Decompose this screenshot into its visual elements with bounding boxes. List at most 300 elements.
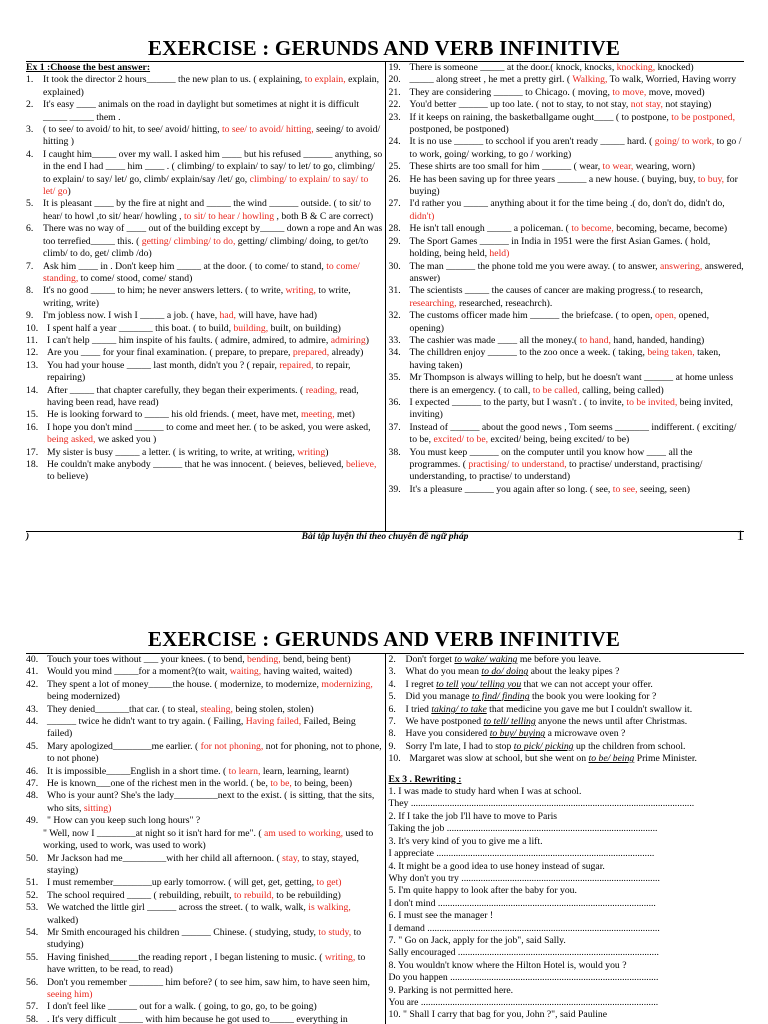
question-segment: Having finished______the reading report , I began listening to music. ( [47, 951, 325, 963]
answer-highlight: admiring [330, 334, 366, 346]
question-number: 43. [26, 703, 39, 715]
answer-highlight: modernizing, [321, 678, 373, 690]
question-segment: hand, handed, handing) [610, 334, 705, 346]
question-item [26, 422, 383, 447]
question-text [47, 716, 383, 741]
question-item [26, 790, 383, 815]
answer-highlight: Walking, [572, 74, 608, 86]
rewrite-line: 4. It might be a good idea to use honey instead of sugar. [388, 860, 605, 872]
question-text [406, 741, 745, 753]
question-number: 14. [26, 384, 39, 396]
answer-highlight: to buy, [697, 173, 725, 185]
question-text [47, 385, 383, 410]
question-item [26, 149, 383, 199]
question-segment: for buying) [409, 173, 738, 198]
question-number: 20. [388, 74, 401, 86]
question-item [26, 679, 383, 704]
question-text [410, 236, 745, 261]
rewriting-list [389, 786, 745, 1022]
rewrite-line: Taking the job ....................................................................................... [388, 823, 658, 835]
question-text [43, 99, 383, 124]
question-item [389, 753, 745, 765]
rewrite-line: Do you happen ...................................................................................... [388, 972, 659, 984]
question-text [47, 409, 383, 421]
question-text [47, 815, 383, 827]
question-segment: It is pleasant ____ by the fire at night and _____ the wind ______ outside. ( to sit/ to hear/ to howl ,to sit/ hear/ howling , [43, 198, 371, 222]
answer-highlight: answering, [660, 260, 703, 272]
question-text [47, 666, 383, 678]
question-segment: Who is your aunt? She's the lady_________next to the exist. ( is sitting, that the sits, who sits, [47, 790, 375, 814]
question-number: 46. [26, 765, 39, 777]
question-segment: seeing, seen) [637, 483, 690, 495]
question-text [47, 902, 383, 927]
question-item [26, 716, 383, 741]
question-segment: I regret [405, 678, 437, 690]
question-segment: me before you leave. [517, 654, 602, 665]
question-segment: The customs officer made him ______ the briefcase. ( to open, [409, 310, 655, 322]
question-item [26, 890, 383, 902]
answer-highlight: writing, [285, 285, 316, 297]
question-text [47, 877, 383, 889]
exercise-columns [26, 653, 744, 1024]
question-number: 3. [388, 666, 396, 678]
question-item [389, 691, 745, 703]
question-item [389, 136, 745, 161]
question-number: 42. [26, 678, 39, 690]
question-segment: It's easy ____ animals on the road in daylight but sometimes at night it is difficult _____ _____ them . [43, 99, 360, 123]
question-segment: " How can you keep such long hours" ? [47, 815, 201, 827]
question-text [47, 766, 383, 778]
answer-highlight: building, [233, 322, 269, 334]
right-column [386, 654, 745, 1024]
question-number: 10. [26, 322, 39, 334]
question-item [389, 74, 745, 86]
answer-highlight: seeing him) [47, 988, 93, 1000]
question-text [410, 447, 745, 484]
question-text [43, 149, 383, 199]
question-list [26, 74, 383, 483]
question-item [389, 99, 745, 111]
question-number: 2. [26, 99, 34, 111]
question-number: 49. [26, 815, 39, 827]
question-number: 4. [26, 148, 34, 160]
question-text [410, 422, 745, 447]
answer-highlight: to see, [612, 483, 638, 495]
question-text [47, 790, 383, 815]
question-segment: to write, writing, write) [43, 285, 351, 309]
question-item [389, 112, 745, 137]
rewrite-line: 5. I'm quite happy to look after the baby for you. [388, 885, 577, 897]
question-number: 52. [26, 889, 39, 901]
question-text [47, 1001, 383, 1013]
question-text [43, 74, 383, 99]
question-number: 38. [388, 446, 401, 458]
answer-highlight: reading, [305, 384, 338, 396]
question-text [410, 112, 745, 137]
question-number: 44. [26, 716, 39, 728]
question-segment: to be rebuilding) [273, 889, 341, 901]
answer-highlight: am used to working, [264, 827, 344, 839]
question-text [410, 285, 745, 310]
question-segment: _____ along street , he met a pretty girl. ( [409, 74, 573, 86]
choice-options: to pick/ picking [513, 740, 574, 752]
question-text [47, 323, 383, 335]
question-item [26, 459, 383, 484]
question-segment: We watched the little girl ______ across the street. ( to walk, walk, [47, 902, 309, 914]
question-item [389, 372, 745, 397]
question-segment: Sorry I'm late, I had to stop [405, 740, 514, 752]
answer-highlight: Having failed, [245, 716, 302, 728]
question-segment: Ask him ____ in . Don't keep him _____ at the door. ( to come/ to stand, [43, 260, 327, 272]
answer-highlight: excited/ to be, [433, 434, 489, 446]
question-segment: ( to see/ to avoid/ to hit, to see/ avoid/ hitting, [43, 124, 222, 136]
question-segment: knocked) [655, 62, 694, 73]
left-column [26, 62, 386, 531]
question-item [389, 679, 745, 691]
question-segment: excited/ being, being excited/ to be) [488, 434, 630, 446]
question-segment: , both B & C are correct) [274, 210, 374, 222]
question-number: 21. [388, 86, 401, 98]
answer-highlight: is walking, [308, 902, 351, 914]
question-segment: We have postponed [405, 716, 484, 728]
question-item [389, 347, 745, 372]
choice-options: to tell/ telling [483, 716, 536, 728]
question-item [26, 766, 383, 778]
question-segment: He has been saving up for three years ______ a new house. ( buying, buy, [409, 173, 698, 185]
answer-highlight: believe, [346, 459, 377, 470]
question-list [26, 654, 383, 1024]
question-segment: being stolen, stolen) [232, 703, 314, 715]
question-number: 16. [26, 421, 39, 433]
question-number: 33. [388, 334, 401, 346]
exercise-columns [26, 61, 744, 532]
rewrite-line: Why don't you try .................................................................................. [388, 872, 660, 884]
question-segment: Margaret was slow at school, but she went on [409, 753, 589, 765]
question-segment: getting/ climbing/ doing, to get/to climb/ to do, get/ climb /do) [43, 235, 369, 260]
question-item [26, 877, 383, 889]
answer-highlight: didn't) [409, 210, 435, 222]
question-text [43, 261, 383, 286]
question-text [406, 654, 745, 666]
question-text [47, 977, 383, 1002]
question-text [43, 198, 383, 223]
question-segment: Mr Jackson had me_________with her child all afternoon. ( [47, 852, 283, 864]
answer-highlight: sitting) [83, 802, 112, 814]
question-number: 25. [388, 161, 401, 173]
exercise-2-list [389, 654, 745, 766]
question-text [410, 74, 745, 86]
question-item [389, 728, 745, 740]
answer-highlight: researching, [409, 297, 457, 309]
rewrite-line: 2. If I take the job I'll have to move to Paris [388, 810, 558, 822]
question-number: 50. [26, 852, 39, 864]
question-number: 6. [388, 703, 396, 715]
question-segment: It is impossible_____English in a short time. ( [47, 765, 229, 777]
question-number: 34. [388, 347, 401, 359]
question-item [26, 815, 383, 827]
answer-highlight: repaired, [279, 359, 314, 371]
question-number: 40. [26, 654, 39, 665]
question-number: 30. [388, 260, 401, 272]
question-number: 28. [388, 223, 401, 235]
question-text [410, 335, 745, 347]
answer-highlight: for not phoning, [200, 740, 264, 752]
rewrite-line: 3. It's very kind of you to give me a lift. [388, 835, 543, 847]
question-segment: If it keeps on raining, the basketballgame ought____ ( to postpone, [409, 111, 672, 123]
question-item [389, 666, 745, 678]
question-item [26, 1001, 383, 1013]
question-segment: Mary apologized________me earlier. ( [47, 740, 201, 752]
question-text [410, 223, 745, 235]
question-text [410, 87, 745, 99]
question-segment: Don't you remember _______ him before? ( to see him, saw him, to have seen him, [47, 976, 370, 988]
question-segment: He couldn't make anybody ______ that he was innocent. ( beieves, believed, [47, 459, 347, 470]
question-number: 13. [26, 359, 39, 371]
question-text [406, 679, 745, 691]
question-segment: They are considering ______ to Chicago. ( moving, [409, 86, 613, 98]
question-text [406, 728, 745, 740]
question-segment: I hope you don't mind ______ to come and meet her. ( to be asked, you were asked, [47, 421, 371, 433]
question-item [26, 261, 383, 286]
answer-highlight: open, [654, 310, 677, 322]
question-segment: These shirts are too small for him ______ ( wear, [409, 161, 603, 173]
question-number: 8. [388, 728, 396, 740]
question-segment: To walk, Worried, Having worry [607, 74, 737, 86]
question-text [47, 890, 383, 902]
question-text [406, 704, 745, 716]
answer-highlight: to sit/ to hear / howling [183, 210, 275, 222]
question-text [43, 223, 383, 260]
question-item [389, 484, 745, 496]
page-gap [0, 555, 768, 605]
question-segment: bend, being bent) [280, 654, 351, 665]
question-item [389, 261, 745, 286]
question-number: 47. [26, 778, 39, 790]
question-text [47, 853, 383, 878]
question-number: 29. [388, 235, 401, 247]
question-item [26, 952, 383, 977]
choice-options: to find/ finding [471, 691, 530, 703]
question-segment: I'm jobless now. I wish I _____ a job. ( have, [43, 310, 220, 322]
question-segment: that we can not accept your offer. [521, 678, 653, 690]
answer-highlight: held) [489, 248, 510, 260]
answer-highlight: stay, [282, 852, 300, 864]
footer-mark: ) [26, 532, 30, 542]
question-item [26, 74, 383, 99]
question-item [389, 716, 745, 728]
question-item [26, 347, 383, 359]
answer-highlight: to come/ standing, [43, 260, 360, 284]
question-segment: wearing, worn) [633, 161, 695, 173]
question-segment: a microwave oven ? [545, 728, 626, 740]
question-segment: up the children from school. [573, 740, 686, 752]
question-text [410, 261, 745, 286]
answer-highlight: to move, [612, 86, 647, 98]
question-number: 19. [388, 62, 401, 73]
question-item [26, 704, 383, 716]
rewrite-line: I demand ................................................................................................ [388, 922, 660, 934]
question-segment: Have you considered [405, 728, 490, 740]
question-number: 3. [26, 124, 34, 136]
question-number [26, 828, 43, 853]
question-segment: to repair, repairing) [47, 359, 351, 384]
question-text [47, 654, 383, 666]
question-item [26, 285, 383, 310]
footer-caption: Bài tập luyện thi theo chuyên đề ngữ pháp [301, 532, 469, 542]
question-text [47, 741, 383, 766]
page-footer [26, 528, 744, 548]
question-segment: to studying) [47, 926, 362, 951]
question-segment: I expected ______ to the party, but I wasn't . ( to invite, [409, 396, 627, 408]
answer-highlight: practising/ to understand, [468, 459, 567, 470]
question-segment: to go / to work, going/ working, to go / working) [409, 136, 742, 160]
question-segment: After _____ that chapter carefully, they began their experiments. ( [47, 384, 306, 396]
question-item [389, 335, 745, 347]
question-text [47, 778, 383, 790]
question-number: 5. [388, 691, 396, 703]
question-segment: opened, opening) [409, 310, 710, 334]
page-title: EXERCISE : GERUNDS AND VERB INFINITIVE [147, 627, 621, 651]
answer-highlight: not stay, [630, 99, 663, 111]
question-segment: The chilldren enjoy ______ to the zoo once a week. ( taking, [409, 347, 648, 359]
question-number: 5. [26, 198, 34, 210]
question-item [389, 236, 745, 261]
question-segment: to come/ stood, come/ stand) [78, 272, 193, 284]
question-segment: Would you mind _____for a moment?(to wait, [47, 666, 230, 678]
question-text [43, 285, 383, 310]
question-text [410, 136, 745, 161]
exercise-3-header: Ex 3 . Rewriting : [388, 773, 462, 785]
question-number: 27. [388, 198, 401, 210]
question-segment: that medicine you gave me but I couldn't swallow it. [486, 703, 693, 715]
rewrite-line: I don't mind .......................................................................................... [388, 897, 656, 909]
question-segment: I must remember________up early tomorrow. ( will get, get, getting, [47, 877, 317, 889]
answer-highlight: meeting, [300, 409, 335, 421]
question-number: 23. [388, 111, 401, 123]
question-segment: Are you ____ for your final examination. ( prepare, to prepare, [47, 347, 293, 359]
question-number: 54. [26, 926, 39, 938]
rewrite-line: 9. Parking is not permitted here. [388, 984, 514, 996]
question-segment: calling, being called) [579, 384, 664, 396]
question-segment: we asked you ) [95, 434, 157, 446]
question-segment: The Sport Games ______ in India in 1951 were the first Asian Games. ( hold, holding, being held, [409, 235, 711, 260]
question-segment: ) [365, 334, 369, 346]
question-segment: Instead of ______ about the good news , Tom seems _______ indifferent. ( exciting/ to be, [409, 421, 737, 446]
choice-options: to buy/ buying [489, 728, 546, 740]
question-number: 7. [26, 260, 34, 272]
question-segment: It took the director 2 hours______ the new plan to us. ( explaining, [43, 74, 305, 86]
question-segment: read, having been read, have read) [47, 384, 359, 408]
question-number: 1. [26, 74, 34, 86]
question-item [26, 99, 383, 124]
right-column [386, 62, 745, 531]
question-segment: ) [67, 186, 71, 198]
question-item [26, 223, 383, 260]
question-item [389, 741, 745, 753]
question-segment: anyone the news until after Christmas. [535, 716, 688, 728]
question-text [410, 372, 745, 397]
question-text [47, 447, 383, 459]
question-segment: It's a pleasure ______ you again after so long. ( see, [409, 483, 613, 495]
question-number: 24. [388, 136, 401, 148]
question-text [406, 691, 745, 703]
question-item [26, 902, 383, 927]
question-item [26, 409, 383, 421]
answer-highlight: to study, [318, 926, 352, 938]
question-item [26, 666, 383, 678]
question-item [26, 360, 383, 385]
question-text [47, 422, 383, 447]
question-segment: . It's very difficult _____ with him because he got used to_____ everything in [47, 1013, 348, 1024]
question-segment: The man ______ the phone told me you were away. ( to answer, [409, 260, 661, 272]
question-item [26, 977, 383, 1002]
question-item [389, 310, 745, 335]
answer-highlight: writing [297, 446, 326, 458]
question-item [389, 704, 745, 716]
question-text [410, 310, 745, 335]
question-segment: I caught him_____ over my wall. I asked him ____ but his refused ______ anything, so in the end I had ____ him ____ . ( climbing/ to explain/ to say/ to let/ to go, climbing/ to explain/ to say/ let/ go, climb/ explain/say /let/ go, [43, 148, 383, 185]
answer-highlight: to get) [316, 877, 342, 889]
answer-highlight: being asked, [47, 434, 96, 446]
question-number: 22. [388, 99, 401, 111]
answer-highlight: to learn, [228, 765, 261, 777]
question-number: 10. [388, 753, 401, 765]
question-text [406, 716, 745, 728]
question-segment: not staying) [662, 99, 712, 111]
page-number: 1 [736, 528, 744, 544]
question-segment: about the leaky pipes ? [528, 666, 620, 678]
question-number: 26. [388, 173, 401, 185]
question-number: 56. [26, 976, 39, 988]
question-item [389, 447, 745, 484]
question-segment: It is no use ______ to scchool if you aren't ready _____ hard. ( [409, 136, 655, 148]
answer-highlight: to explain, [304, 74, 346, 86]
question-segment: having waited, waited) [261, 666, 353, 678]
question-segment: There was no way of ____ out of the building except by_____ down a rope and An was too terrefied_____ this. ( [43, 223, 383, 247]
question-segment: It's no good _____ to him; he never answers letters. ( to write, [43, 285, 286, 297]
question-segment: The cashier was made ____ all the money.( [409, 334, 580, 346]
worksheet-page-2 [0, 605, 768, 1024]
question-text [410, 198, 745, 223]
question-segment: Mr Thompson is always willing to help, but he doesn't want ______ at home unless there is an emergency. ( to call, [409, 372, 734, 396]
question-item [389, 285, 745, 310]
question-text [43, 124, 383, 149]
question-number: 36. [388, 396, 401, 408]
answer-highlight: getting/ climbing/ to do, [141, 235, 236, 247]
question-segment: Mr Smith encouraged his children ______ Chinese. ( studying, study, [47, 926, 319, 938]
question-item [389, 198, 745, 223]
answer-highlight: had, [219, 310, 236, 322]
question-item [26, 198, 383, 223]
question-segment: Prime Minister. [634, 753, 697, 765]
question-number: 32. [388, 310, 401, 322]
question-segment: becoming, became, become) [613, 223, 728, 235]
question-number: 7. [388, 716, 396, 728]
question-segment: already) [329, 347, 364, 359]
answer-highlight: to hand, [579, 334, 611, 346]
question-segment: used to working, used to work, was used to work) [43, 827, 374, 852]
question-number: 45. [26, 740, 39, 752]
question-item [26, 447, 383, 459]
question-text [43, 310, 383, 322]
question-item [26, 828, 383, 853]
question-segment: I tried [405, 703, 432, 715]
question-item [26, 741, 383, 766]
question-number: 12. [26, 347, 39, 359]
rewrite-line: 1. I was made to study hard when I was at school. [388, 786, 582, 798]
question-text [410, 347, 745, 372]
question-segment: He is known___one of the richest men in the world. ( be, [47, 778, 271, 790]
